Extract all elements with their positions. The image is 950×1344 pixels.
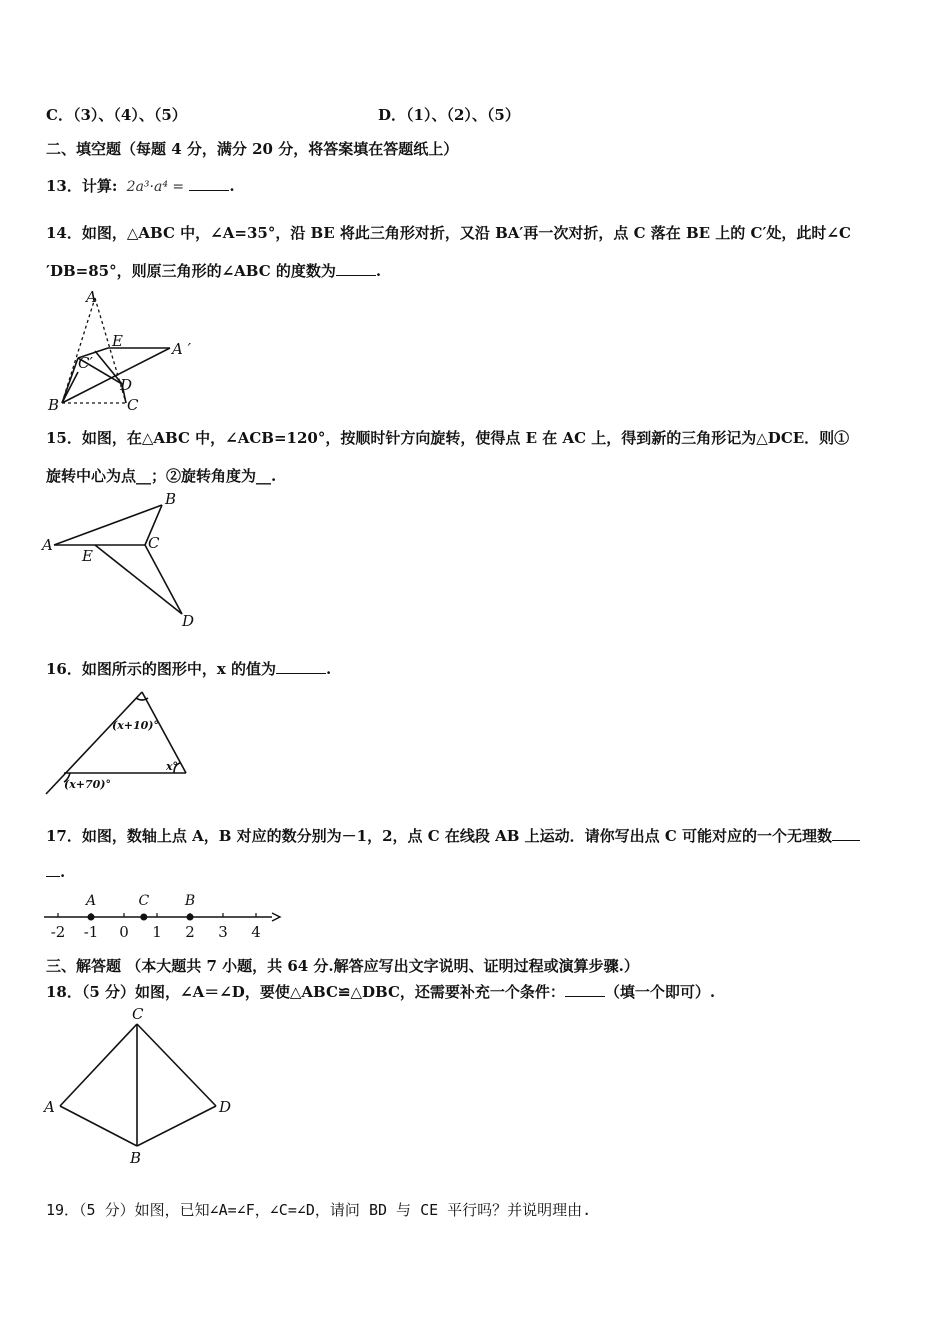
q13-prefix: 13．计算:: [46, 177, 118, 195]
q15-side-cd: [145, 545, 182, 614]
number-line-point-c: [140, 914, 147, 921]
q14-label-c: C: [127, 396, 139, 414]
number-line-tick-label: 3: [218, 923, 228, 941]
q18-text: 18．（5 分）如图，∠A＝∠D，要使△ABC≌△DBC，还需要补充一个条件：: [46, 983, 565, 1001]
question-17-line-2: [46, 862, 65, 881]
number-line-point-label: A: [85, 893, 97, 909]
option-c: C．（3）、（4）、（5）: [46, 106, 187, 124]
q13-suffix: .: [229, 177, 235, 195]
question-16: [46, 658, 331, 679]
q14-label-b: B: [48, 396, 60, 414]
q15-label-c: C: [148, 534, 160, 552]
number-line-point-label: B: [184, 893, 196, 909]
q14-answer-blank[interactable]: [336, 261, 376, 276]
q17-text: 17．如图，数轴上点 A，B 对应的数分别为－1，2，点 C 在线段 AB 上运动．请你写出点 C 可能对应的一个无理数: [46, 827, 833, 845]
q15-label-e: E: [82, 547, 93, 565]
q16-angle-arc-top: [136, 698, 148, 700]
question-18: [46, 981, 715, 1002]
q14-figure: [40, 288, 210, 416]
question-14-line-2: [46, 260, 381, 281]
number-line-point-label: C: [138, 893, 150, 909]
q15-label-a: A: [42, 536, 53, 554]
option-d: D．（1）、（2）、（5）: [378, 106, 520, 124]
section-2-heading: 二、填空题（每题 4 分，满分 20 分，将答案填在答题纸上）: [46, 140, 459, 158]
q17-number-line: [40, 885, 285, 945]
q14-label-a: A: [86, 288, 97, 306]
number-line-tick-label: 2: [185, 923, 195, 941]
q18-answer-blank[interactable]: [565, 982, 605, 997]
question-13: [46, 175, 235, 196]
q16-answer-blank[interactable]: [276, 659, 326, 674]
q18-side-bd: [137, 1106, 216, 1146]
q15-side-ab: [54, 505, 162, 545]
number-line-tick-label: -2: [50, 923, 66, 941]
number-line-tick-label: 4: [251, 923, 261, 941]
q16-right-side: [142, 692, 186, 773]
q15-side-ed: [95, 545, 182, 614]
q18-side-ac: [60, 1024, 137, 1106]
q14-text: ′DB=85°，则原三角形的∠ABC 的度数为: [46, 262, 336, 280]
q15-figure: [40, 490, 210, 630]
number-line-tick-label: 1: [152, 923, 162, 941]
q14-label-e: E: [112, 332, 123, 350]
q18-side-ab: [60, 1106, 137, 1146]
q17-answer-blank-start[interactable]: [832, 826, 860, 841]
number-line-tick-label: -1: [83, 923, 99, 941]
q18-label-b: B: [130, 1149, 142, 1167]
q15-label-b: B: [165, 490, 177, 508]
q18-suffix: （填一个即可）.: [604, 983, 716, 1001]
q14-label-c-prime: C′: [78, 354, 93, 372]
q14-end: .: [375, 262, 382, 280]
q18-side-cd: [137, 1024, 216, 1106]
q18-figure: [40, 1005, 240, 1167]
number-line-point-b: [187, 914, 194, 921]
q16-label-left: (x+70)°: [64, 778, 111, 791]
question-14-line-1: 14．如图，△ABC 中，∠A=35°，沿 BE 将此三角形对折，又沿 BA′再一次对折，点 C 落在 BE 上的 C′处，此时∠C: [46, 224, 851, 242]
number-line-point-a: [88, 914, 95, 921]
number-line-tick-label: 0: [119, 923, 129, 941]
question-17-line-1: [46, 825, 860, 846]
q18-label-c: C: [132, 1005, 144, 1023]
q14-label-d: D: [120, 376, 133, 394]
q16-label-top: (x+10)°: [112, 719, 159, 732]
q18-label-a: A: [44, 1098, 55, 1116]
q17-answer-blank-end[interactable]: [46, 862, 60, 877]
number-line-arrow-icon: [272, 913, 280, 921]
question-19: 19．（5 分）如图，已知∠A=∠F，∠C=∠D，请问 BD 与 CE 平行吗？并说明理由.: [46, 1201, 592, 1219]
q16-end: .: [326, 660, 332, 678]
q14-label-a-prime: A ′: [172, 340, 192, 358]
q16-text: 16．如图所示的图形中，x 的值为: [46, 660, 277, 678]
q17-end: .: [60, 863, 66, 881]
q13-expression: 2a³·a⁴ =: [126, 179, 185, 195]
q13-answer-blank[interactable]: [189, 176, 229, 191]
q18-label-d: D: [219, 1098, 232, 1116]
q15-label-d: D: [182, 612, 195, 630]
q16-figure: [40, 682, 200, 797]
question-15-line-1: 15．如图，在△ABC 中，∠ACB=120°，按顺时针方向旋转，使得点 E 在 AC 上，得到新的三角形记为△DCE．则①: [46, 429, 850, 447]
q16-label-right: x°: [166, 760, 179, 773]
section-3-heading: 三、解答题 （本大题共 7 小题，共 64 分.解答应写出文字说明、证明过程或演算步骤.）: [46, 957, 639, 975]
question-15-line-2: 旋转中心为点__；②旋转角度为__.: [46, 467, 277, 485]
